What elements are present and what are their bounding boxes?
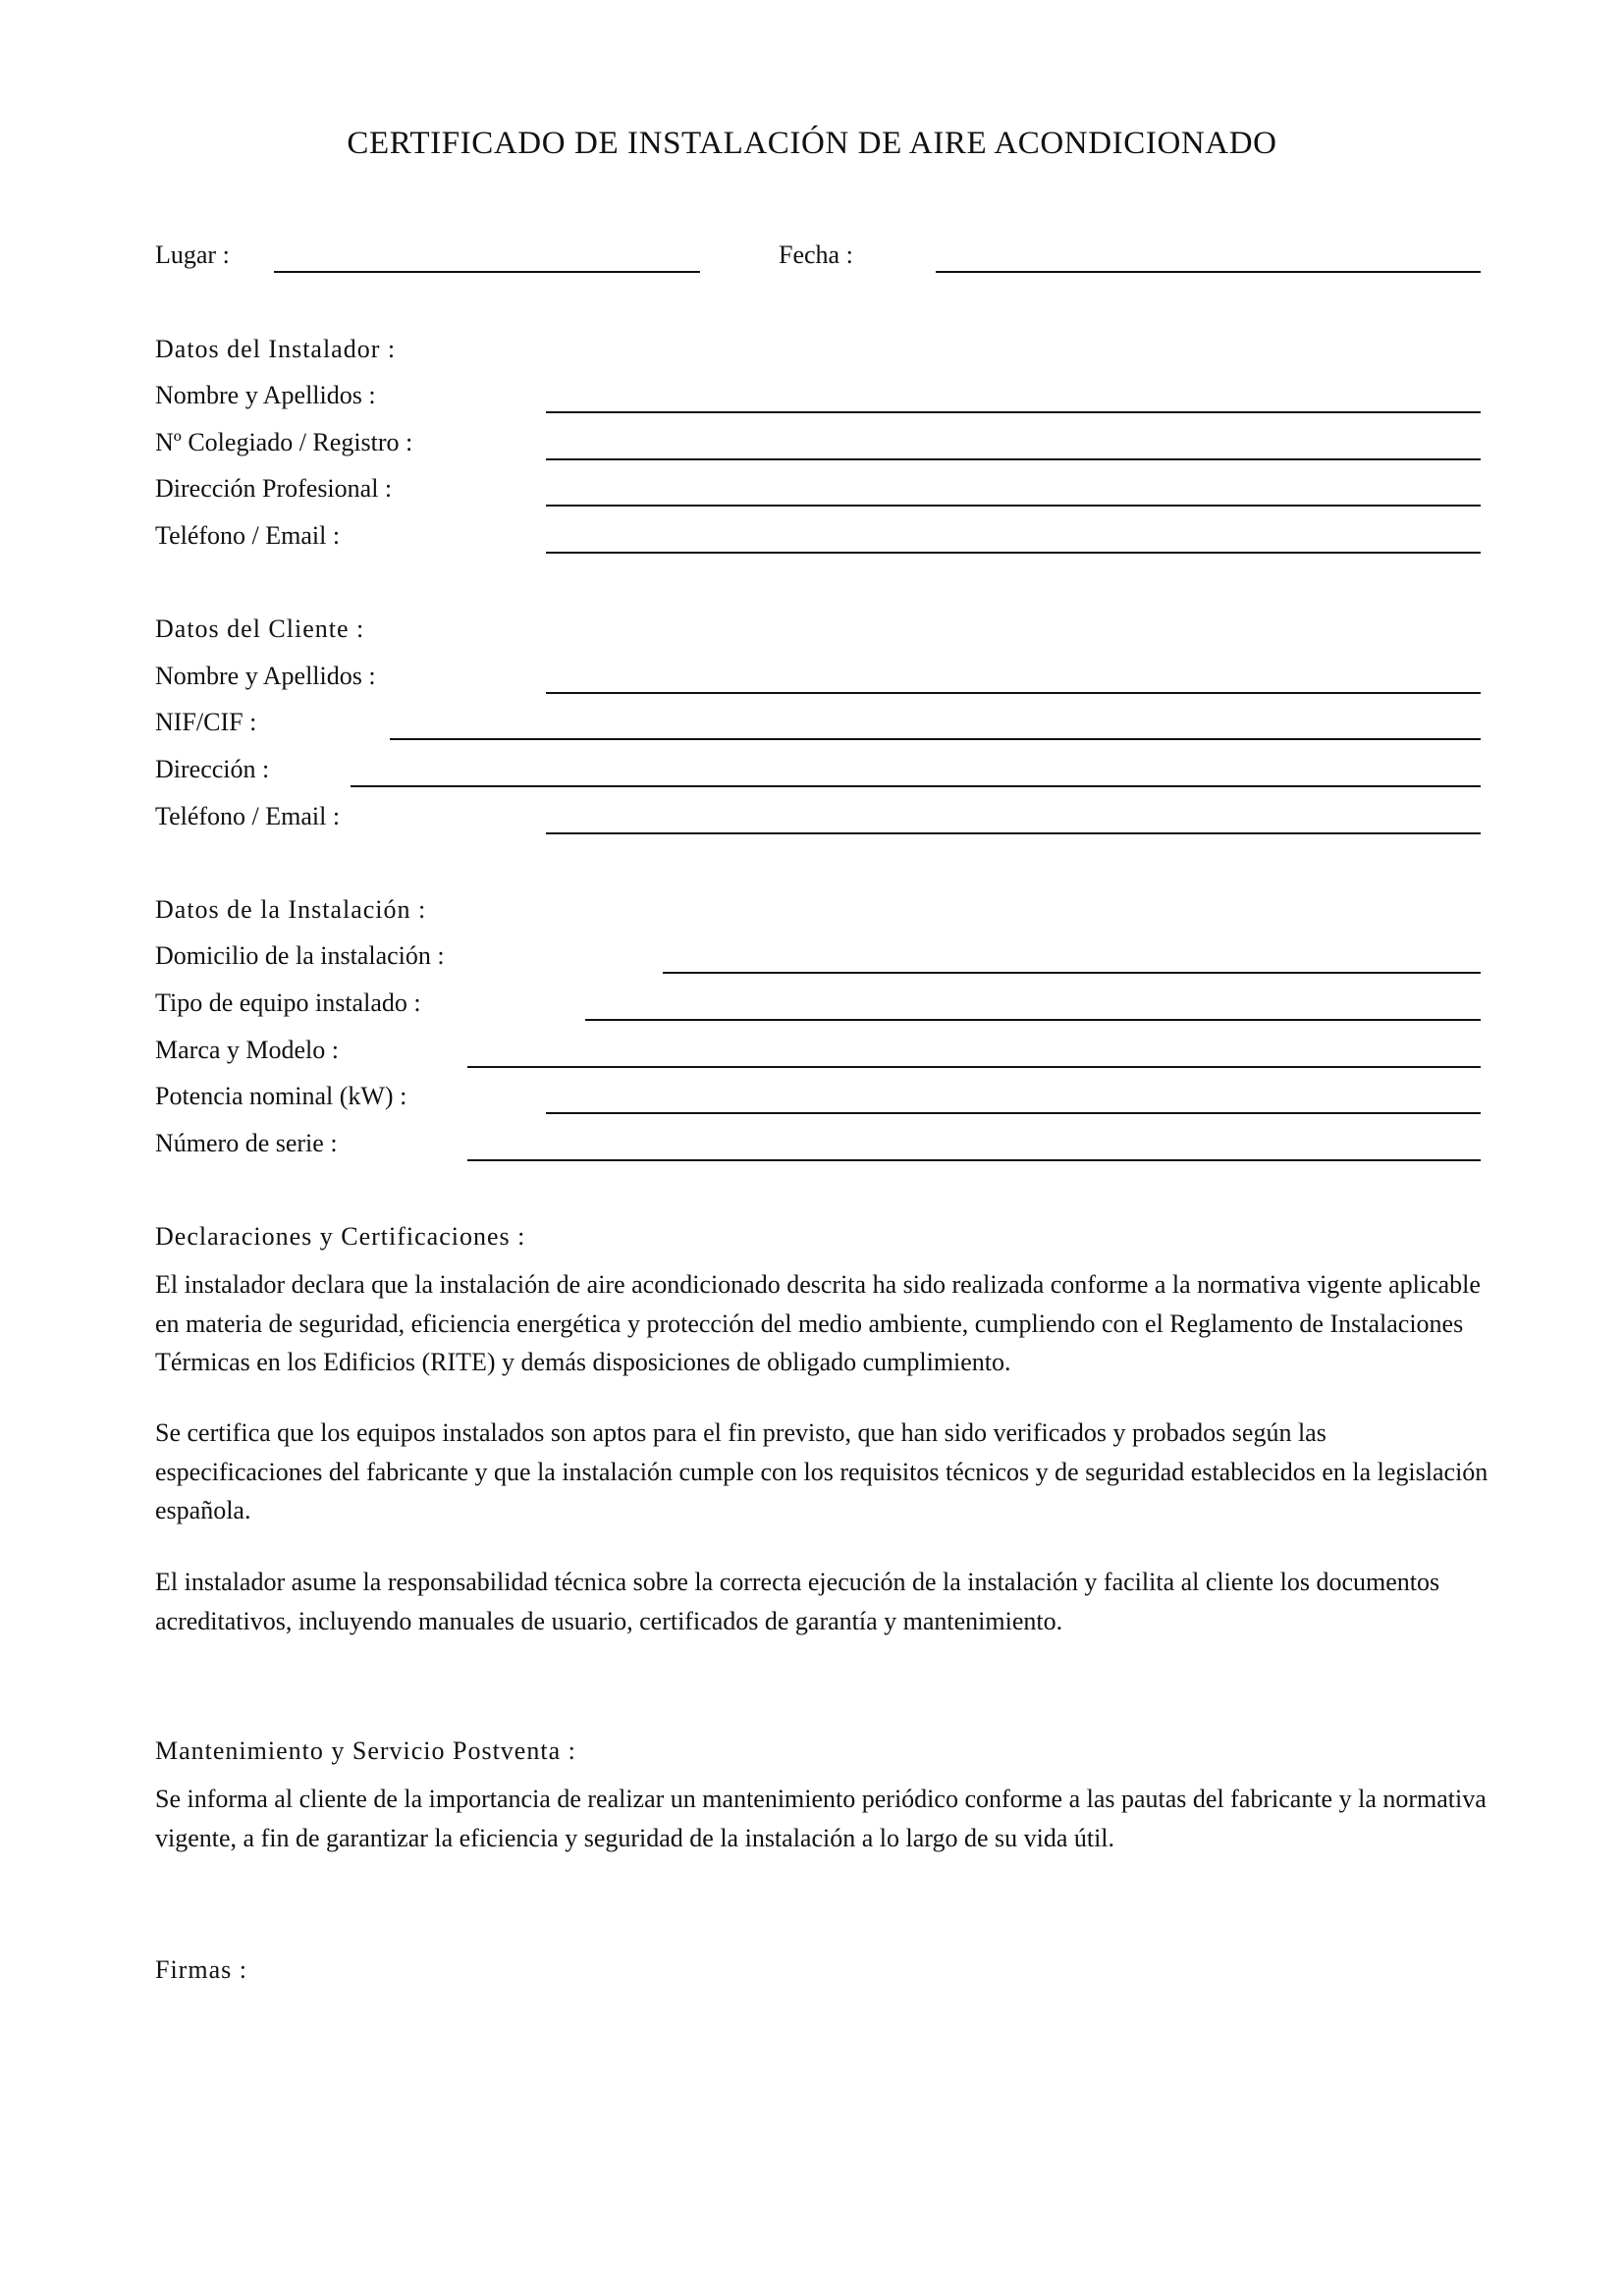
client-address-label: Dirección : [155,755,270,783]
client-address-line[interactable] [351,785,1481,787]
declarations-paragraph-2: Se certifica que los equipos instalados son aptos para el fin previsto, que han sido verificados y probados según las especificaciones del fabricante y que la instalación cumple con los requisitos técnicos y de seguridad establecidos en la legislación española. [155,1418,1489,1524]
installer-address-label: Dirección Profesional : [155,474,393,503]
fecha-label: Fecha : [779,240,853,269]
installation-brand-model-label: Marca y Modelo : [155,1036,340,1064]
declarations-heading: Declaraciones y Certificaciones : [155,1222,526,1251]
installer-contact-line[interactable] [546,552,1481,554]
lugar-label: Lugar : [155,240,230,269]
client-contact-label: Teléfono / Email : [155,802,341,830]
document-title: CERTIFICADO DE INSTALACIÓN DE AIRE ACONDICIONADO [347,126,1277,161]
maintenance-paragraph: Se informa al cliente de la importancia de realizar un mantenimiento periódico conforme a las pautas del fabricante y la normativa vigente, a fin de garantizar la eficiencia y seguridad de la instalación a lo largo de su vida útil. [155,1785,1487,1852]
installation-equipment-type-label: Tipo de equipo instalado : [155,988,421,1017]
client-contact-line[interactable] [546,832,1481,834]
installation-power-line[interactable] [546,1112,1481,1114]
client-name-line[interactable] [546,692,1481,694]
installer-name-label: Nombre y Apellidos : [155,381,376,409]
installation-serial-line[interactable] [467,1159,1481,1161]
installer-registry-line[interactable] [546,458,1481,460]
installer-registry-label: Nº Colegiado / Registro : [155,428,413,456]
installation-equipment-type-line[interactable] [585,1019,1481,1021]
installation-domicile-line[interactable] [663,972,1481,974]
client-nif-line[interactable] [390,738,1481,740]
declarations-paragraph-1: El instalador declara que la instalación de aire acondicionado descrita ha sido realizada conforme a la normativa vigente aplicable en materia de seguridad, eficiencia energética y protección del medio ambiente, cumpliendo con el Reglamento de Instalaciones Térmicas en los Edificios (RITE) y demás disposiciones de obligado cumplimiento. [155,1270,1481,1376]
installation-power-label: Potencia nominal (kW) : [155,1082,407,1110]
declarations-paragraph-3: El instalador asume la responsabilidad técnica sobre la correcta ejecución de la instalación y facilita al cliente los documentos acreditativos, incluyendo manuales de usuario, certificados de garantía y mantenimiento. [155,1568,1440,1635]
installer-contact-label: Teléfono / Email : [155,521,341,550]
installation-serial-label: Número de serie : [155,1129,338,1157]
installation-domicile-label: Domicilio de la instalación : [155,941,445,970]
client-heading: Datos del Cliente : [155,614,365,643]
signatures-heading: Firmas : [155,1955,247,1984]
installer-name-line[interactable] [546,411,1481,413]
lugar-line[interactable] [274,271,700,273]
installation-heading: Datos de la Instalación : [155,895,427,924]
client-nif-label: NIF/CIF : [155,708,257,736]
installation-brand-model-line[interactable] [467,1066,1481,1068]
fecha-line[interactable] [936,271,1481,273]
client-name-label: Nombre y Apellidos : [155,662,376,690]
installer-address-line[interactable] [546,505,1481,507]
installer-heading: Datos del Instalador : [155,335,397,363]
maintenance-heading: Mantenimiento y Servicio Postventa : [155,1736,576,1765]
